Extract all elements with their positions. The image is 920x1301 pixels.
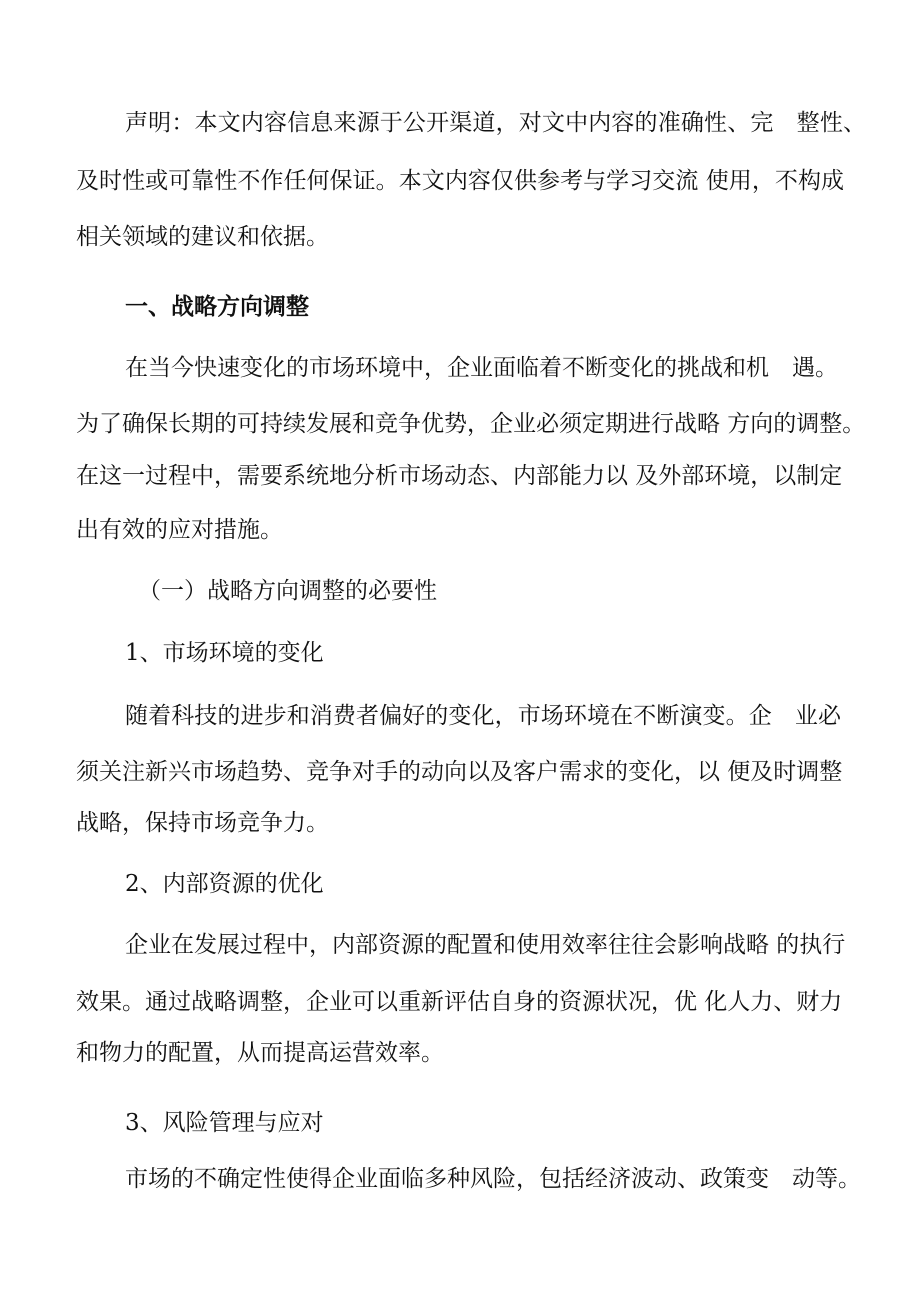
intro-line-3: [0, 456, 920, 496]
item-heading-text: 2、内部资源的优化: [125, 871, 324, 897]
paragraph-text: 效果。通过战略调整，企业可以重新评估自身的资源状况，优 化人力、财力: [76, 989, 843, 1015]
paragraph-text: 声明：本文内容信息来源于公开渠道，对文中内容的准确性、完 整性、: [125, 110, 866, 136]
item-heading-3: [0, 1103, 920, 1143]
section-heading-text: 一、战略方向调整: [125, 294, 309, 320]
intro-line-2: [0, 404, 920, 444]
paragraph-text: 战略，保持市场竞争力。: [76, 810, 329, 836]
item1-line-1: [0, 696, 920, 736]
item-heading-text: 3、风险管理与应对: [125, 1110, 324, 1136]
paragraph-text: 及时性或可靠性不作任何保证。本文内容仅供参考与学习交流 使用，不构成: [76, 168, 844, 194]
item2-line-1: [0, 925, 920, 965]
paragraph-text: 在这一过程中，需要系统地分析市场动态、内部能力以 及外部环境，以制定: [76, 463, 843, 489]
item-heading-2: [0, 864, 920, 904]
item1-line-3: [0, 803, 920, 843]
paragraph-text: 在当今快速变化的市场环境中，企业面临着不断变化的挑战和机 遇。: [125, 355, 838, 381]
subsection-heading: [0, 571, 920, 611]
paragraph-text: 随着科技的进步和消费者偏好的变化，市场环境在不断演变。企 业必: [125, 703, 841, 729]
paragraph-text: 相关领域的建议和依据。: [76, 224, 329, 250]
disclaimer-line-3: [0, 217, 920, 257]
intro-line-4: [0, 510, 920, 550]
subsection-heading-text: （一）战略方向调整的必要性: [138, 578, 437, 604]
disclaimer-line-2: [0, 161, 920, 201]
intro-line-1: [0, 348, 920, 388]
paragraph-text: 企业在发展过程中，内部资源的配置和使用效率往往会影响战略 的执行: [125, 932, 846, 958]
paragraph-text: 和物力的配置，从而提高运营效率。: [76, 1040, 444, 1066]
item-heading-text: 1、市场环境的变化: [125, 640, 324, 666]
item3-line-1: [0, 1159, 920, 1199]
item2-line-3: [0, 1033, 920, 1073]
paragraph-text: 出有效的应对措施。: [76, 517, 283, 543]
paragraph-text: 市场的不确定性使得企业面临多种风险，包括经济波动、政策变 动等。: [125, 1166, 861, 1192]
item1-line-2: [0, 752, 920, 792]
paragraph-text: 须关注新兴市场趋势、竞争对手的动向以及客户需求的变化，以 便及时调整: [76, 759, 843, 785]
item2-line-2: [0, 982, 920, 1022]
disclaimer-line-1: [0, 103, 920, 143]
section-heading: [0, 287, 920, 327]
paragraph-text: 为了确保长期的可持续发展和竞争优势，企业必须定期进行战略 方向的调整。: [76, 411, 866, 437]
item-heading-1: [0, 633, 920, 673]
